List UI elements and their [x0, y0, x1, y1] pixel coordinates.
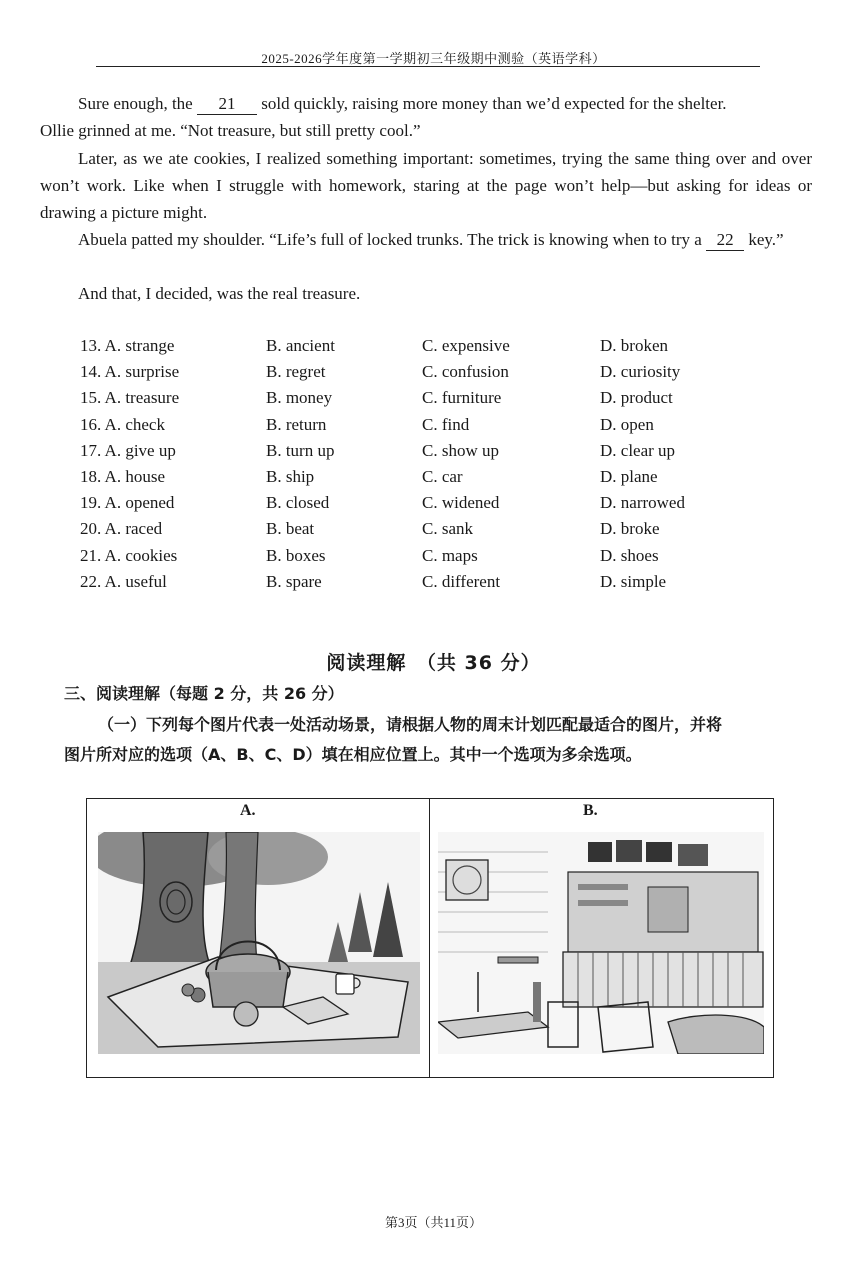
paragraph-4: And that, I decided, was the real treasure. — [78, 284, 361, 303]
blank-22: 22 — [706, 230, 744, 251]
option-15-a: 15. A. treasure — [80, 388, 180, 408]
p1-text-after: sold quickly, raising more money than we’d expected for the shelter. — [256, 94, 727, 113]
option-22-d: D. simple — [600, 571, 667, 591]
option-14-a: 14. A. surprise — [80, 362, 180, 382]
instruction-line-1: （一）下列每个图片代表一处活动场景，请根据人物的周末计划匹配最适合的图片，并将 — [98, 715, 723, 734]
option-13-d: D. broken — [600, 336, 668, 355]
option-22-b: B. spare — [266, 571, 322, 591]
cafe-illustration — [438, 832, 764, 1054]
option-16-d: D. open — [600, 414, 654, 434]
option-18-a: 18. A. house — [80, 467, 165, 486]
option-16-a: 16. A. check — [80, 414, 165, 434]
section-title: 阅读理解 （共 36 分） — [326, 652, 541, 674]
option-18-d: D. plane — [600, 467, 658, 486]
option-13-b: B. ancient — [266, 336, 335, 355]
option-14-b: B. regret — [266, 362, 326, 382]
p1-text-before: Sure enough, the — [78, 94, 197, 113]
picture-a-label: A. — [240, 802, 256, 819]
picture-b-label: B. — [583, 802, 598, 819]
option-20-a: 20. A. raced — [80, 519, 163, 539]
option-19-a: 19. A. opened — [80, 493, 175, 513]
option-18-c: C. car — [422, 467, 463, 486]
option-19-b: B. closed — [266, 493, 330, 513]
header-rule — [96, 66, 760, 67]
p3-text-after: key.” — [744, 230, 784, 249]
page-footer: 第3页（共11页） — [384, 1215, 483, 1230]
option-22-c: C. different — [422, 571, 501, 591]
paragraph-1 — [40, 90, 812, 144]
option-15-d: D. product — [600, 388, 673, 408]
p3-text-before: Abuela patted my shoulder. “Life’s full of locked trunks. The trick is knowing when to try a — [78, 230, 707, 249]
option-17-b: B. turn up — [266, 440, 335, 460]
picnic-illustration — [98, 832, 420, 1054]
option-19-d: D. narrowed — [600, 493, 685, 513]
option-20-d: D. broke — [600, 519, 660, 539]
option-14-d: D. curiosity — [600, 362, 681, 382]
option-13-c: C. expensive — [422, 336, 510, 355]
option-15-c: C. furniture — [422, 388, 502, 408]
option-14-c: C. confusion — [422, 362, 509, 382]
option-19-c: C. widened — [422, 493, 500, 513]
p1-line2: Ollie grinned at me. “Not treasure, but still pretty cool.” — [40, 121, 421, 140]
option-16-c: C. find — [422, 414, 470, 434]
option-22-a: 22. A. useful — [80, 571, 167, 591]
picture-divider — [429, 798, 430, 1078]
option-18-b: B. ship — [266, 467, 315, 486]
option-21-c: C. maps — [422, 545, 478, 565]
option-17-d: D. clear up — [600, 440, 676, 460]
option-15-b: B. money — [266, 388, 333, 408]
exam-header: 2025-2026学年度第一学期初三年级期中测验（英语学科） — [261, 51, 606, 66]
paragraph-2: Later, as we ate cookies, I realized something important: sometimes, trying the same thing over and over won’t work. Like when I struggle with homework, staring at the page won’t help—but asking for ideas or drawing a picture might. — [40, 149, 812, 222]
instruction-line-2: 图片所对应的选项（A、B、C、D）填在相应位置上。其中一个选项为多余选项。 — [64, 745, 642, 764]
option-17-a: 17. A. give up — [80, 440, 176, 460]
option-21-d: D. shoes — [600, 545, 659, 565]
option-21-b: B. boxes — [266, 545, 326, 565]
option-13-a: 13. A. strange — [80, 336, 175, 355]
blank-21: 21 — [197, 94, 257, 115]
part-title: 三、阅读理解（每题 2 分，共 26 分） — [64, 684, 344, 703]
option-20-b: B. beat — [266, 519, 315, 539]
option-16-b: B. return — [266, 414, 327, 434]
paragraph-3 — [40, 226, 812, 253]
option-21-a: 21. A. cookies — [80, 545, 178, 565]
option-17-c: C. show up — [422, 440, 499, 460]
option-20-c: C. sank — [422, 519, 473, 539]
